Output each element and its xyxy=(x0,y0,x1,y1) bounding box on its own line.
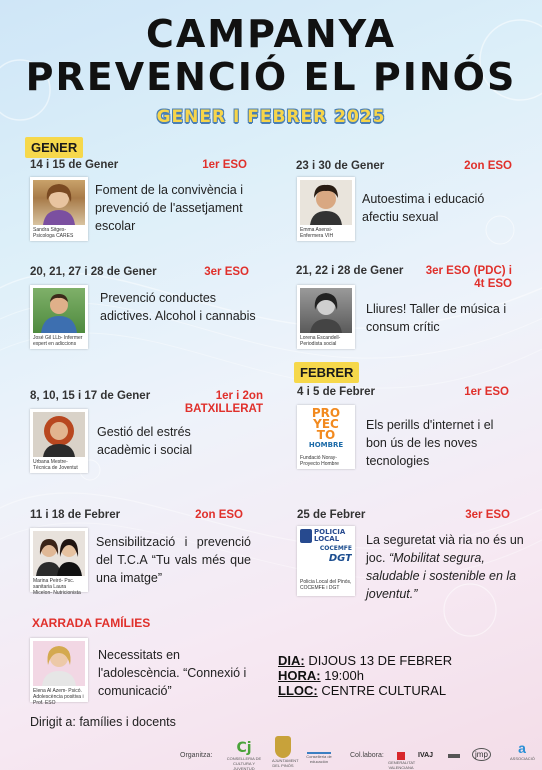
speaker-photo xyxy=(30,285,88,349)
event-level: 3er ESO xyxy=(204,266,249,278)
organitza-label: Organitza: xyxy=(180,752,213,759)
event-description-plain: La seguretat vià ria no és un joc. xyxy=(366,533,524,565)
jmp-logo: jmp xyxy=(472,748,491,761)
collabora-label: Col.labora: xyxy=(350,752,384,759)
partner-logo xyxy=(448,754,460,758)
proyecto-logo-line: TO xyxy=(316,428,336,442)
dia-value: DIJOUS 13 DE FEBRER xyxy=(304,653,453,668)
conselleria-cultura-logo: Cj CONSELLERIA DE CULTURA Y JUVENTUD xyxy=(226,740,262,770)
speaker-caption: Policia Local del Pinós, COCEMFE i DGT xyxy=(300,579,352,591)
event-date: 4 i 5 de Febrer xyxy=(297,386,375,398)
speaker-caption: Urbana Mestre- Tècnica de Joventut xyxy=(33,459,78,471)
event-description: Autoestima i educació afectiu sexual xyxy=(362,192,485,224)
event-date: 25 de Febrer xyxy=(297,509,366,521)
proyecto-logo-line: YEC xyxy=(313,417,339,431)
event-date: 20, 21, 27 i 28 de Gener xyxy=(30,266,157,278)
event-description xyxy=(366,531,526,603)
event-description: Lliures! Taller de música i consum crític xyxy=(366,302,507,334)
proyecto-logo-line: PRO xyxy=(311,408,341,420)
speaker-caption: José Gil LLb- Infermer expert en adiccions xyxy=(33,335,83,347)
speaker-caption: Lorena Escandell- Periodista social xyxy=(300,335,341,347)
audience-note: Dirigit a: famílies i docents xyxy=(30,715,176,729)
organization-logos xyxy=(297,526,355,596)
police-shield-icon xyxy=(300,529,312,543)
hora-label: HORA: xyxy=(278,668,321,683)
proyecto-logo-line: HOMBRE xyxy=(308,441,344,449)
associacio-logo: a ASSOCIACIÓ xyxy=(510,740,535,761)
event-level: 1er ESO xyxy=(464,386,509,398)
speaker-caption: Marina Peiró- Psc. sanitaria Laura Micelon- Nutricionista xyxy=(33,578,81,596)
speaker-photo xyxy=(297,285,355,349)
conselleria-educacion-logo: Conselleria de educación xyxy=(302,744,336,764)
speaker-photo xyxy=(297,177,355,241)
event-description-quote: “Mobilitat segura, saludable i sostenible en la joventut.” xyxy=(366,551,517,601)
event-level: 3er ESO xyxy=(465,509,510,521)
month-tag-gener: GENER xyxy=(25,137,83,158)
xarrada-details xyxy=(278,653,452,698)
lloc-value: CENTRE CULTURAL xyxy=(317,683,447,698)
police-logo-text: POLICIA LOCAL xyxy=(314,529,346,543)
speaker-caption: Sandra Sitges- Psicologa CARES xyxy=(33,227,74,239)
ajuntament-pinos-logo: AJUNTAMENT DEL PINÓS xyxy=(272,736,294,768)
speaker-photo xyxy=(30,528,88,596)
speaker-caption: Elena Al Azem- Psicó. Adolescència positiva i Prof. ESO xyxy=(33,688,84,706)
month-tag-febrer: FEBRER xyxy=(294,362,359,383)
event-description: Gestió del estrés acadèmic i social xyxy=(97,425,193,457)
xarrada-title: XARRADA FAMÍLIES xyxy=(32,616,151,630)
event-date: 14 i 15 de Gener xyxy=(30,159,119,171)
event-level: 1er i 2on BATXILLERAT xyxy=(184,390,263,415)
ivaj-logo: IVAJ xyxy=(418,752,434,759)
page-title-line1: CAMPANYA xyxy=(146,12,396,56)
event-description: Els perills d'internet i el bon ús de les noves tecnologies xyxy=(366,418,494,468)
speaker-caption: Fundació Noray- Proyecto Hombre xyxy=(300,455,339,467)
generalitat-logo: GENERALITAT VALENCIANA xyxy=(388,752,414,770)
xarrada-description: Necessitats en l'adolescència. “Connexió i comunicació” xyxy=(98,648,247,698)
page-subtitle: GENER I FEBRER 2025 xyxy=(156,107,386,127)
dgt-logo-text: DGT xyxy=(328,553,352,564)
event-description: Sensibilització i prevenció del T.C.A “Tu vals més que una imatge” xyxy=(96,535,251,585)
event-date: 8, 10, 15 i 17 de Gener xyxy=(30,390,151,402)
event-description: Prevenció conductes adictives. Alcohol i cannabis xyxy=(100,291,256,323)
event-level: 2on ESO xyxy=(464,160,512,172)
event-level: 2on ESO xyxy=(195,509,243,521)
event-level: 1er ESO xyxy=(202,159,247,171)
dia-label: DIA: xyxy=(278,653,305,668)
speaker-photo xyxy=(30,638,88,706)
event-date: 11 i 18 de Febrer xyxy=(30,509,121,521)
event-date: 21, 22 i 28 de Gener xyxy=(296,265,404,277)
hora-value: 19:00h xyxy=(320,668,364,683)
organization-logo xyxy=(297,405,355,469)
cocemfe-logo-text: COCEMFE xyxy=(319,545,352,552)
lloc-label: LLOC: xyxy=(278,683,318,698)
event-description: Foment de la convivència i prevenció de l'assetjament escolar xyxy=(95,183,243,233)
speaker-caption: Emma Asensi- Enfermera VIH xyxy=(300,227,334,239)
speaker-photo xyxy=(30,409,88,473)
event-level: 3er ESO (PDC) i 4t ESO xyxy=(425,265,512,290)
event-date: 23 i 30 de Gener xyxy=(296,160,385,172)
speaker-photo xyxy=(30,177,88,241)
page-title-line2: PREVENCIÓ EL PINÓS xyxy=(25,55,517,99)
